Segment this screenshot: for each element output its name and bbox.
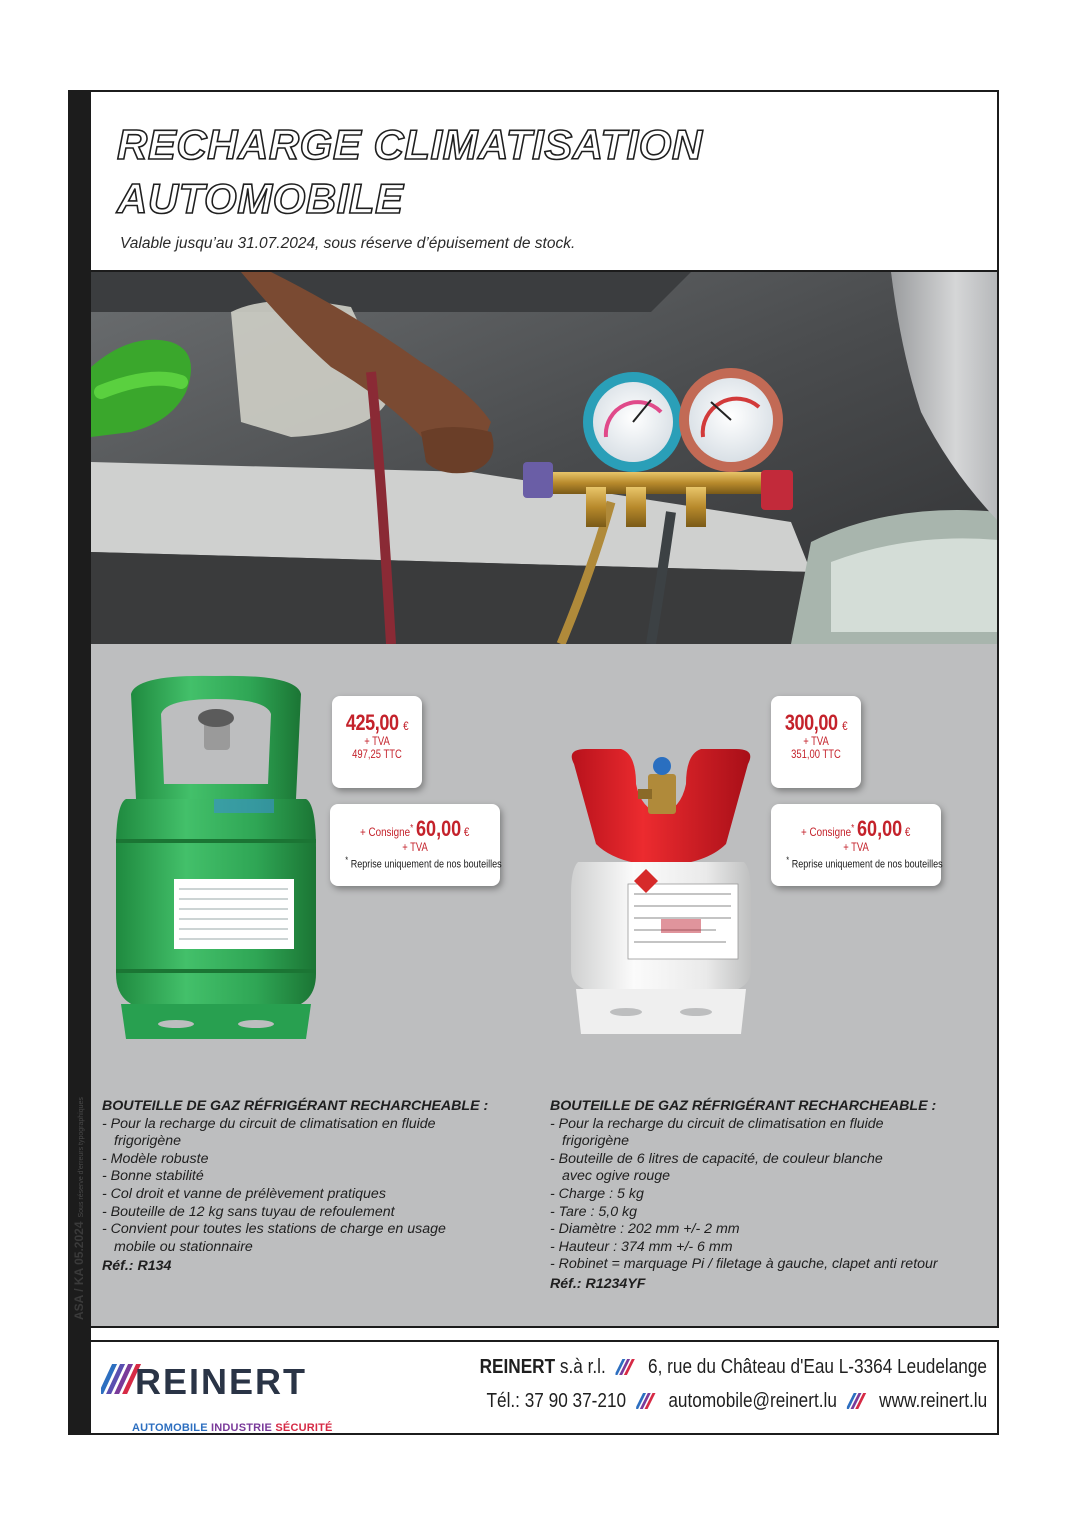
price-r1234yf: 300,00 € <box>784 710 848 735</box>
green-gas-cylinder-image <box>116 674 316 1044</box>
list-item: - Diamètre : 202 mm +/- 2 mm <box>550 1221 740 1238</box>
logo-stripes-icon <box>101 1362 351 1400</box>
company-suffix: s.à r.l. <box>559 1356 606 1378</box>
reinert-logo <box>101 1362 351 1434</box>
list-item: mobile ou stationnaire <box>114 1238 253 1255</box>
list-item: - Tare : 5,0 kg <box>550 1203 638 1220</box>
list-item: - Pour la recharge du circuit de climatisation en fluide <box>102 1115 436 1132</box>
website-link[interactable]: www.reinert.lu <box>878 1390 987 1412</box>
list-item: - Bonne stabilité <box>102 1168 204 1185</box>
consigne-tva: + TVA <box>402 842 428 854</box>
side-disclaimer: Sous réserve d'erreurs typographiques <box>78 1097 85 1218</box>
side-code: ASA / KA 05.2024Sous réserve d'erreurs typographiques <box>72 1097 86 1320</box>
logo-wordmark: REINERT <box>135 1362 308 1400</box>
consigne-tva: + TVA <box>843 842 869 854</box>
list-item: frigorigène <box>562 1133 630 1150</box>
price-ttc: 351,00 TTC <box>791 749 841 761</box>
list-item: avec ogive rouge <box>562 1168 671 1185</box>
price-r134: 425,00 € <box>345 710 409 735</box>
page-title <box>117 118 703 226</box>
price-ttc: 497,25 TTC <box>352 749 402 761</box>
title-line-2: AUTOMOBILE <box>117 175 404 222</box>
consigne-line: + Consigne* 60,00 € <box>801 816 911 841</box>
list-item: - Bouteille de 12 kg sans tuyau de refoulement <box>102 1203 395 1220</box>
product-panel <box>91 644 999 1328</box>
list-item: - Robinet = marquage Pi / filetage à gauche, clapet anti retour <box>550 1256 938 1273</box>
price-plus-tva: + TVA <box>364 736 390 748</box>
email-link[interactable]: automobile@reinert.lu <box>668 1390 837 1412</box>
consigne-note: * Reprise uniquement de nos bouteilles <box>786 855 943 871</box>
phone: Tél.: 37 90 37-210 <box>486 1390 626 1412</box>
feature-list <box>550 1116 995 1274</box>
price-plus-tva: + TVA <box>803 736 829 748</box>
price-box-r134 <box>332 696 422 788</box>
list-item: - Hauteur : 374 mm +/- 6 mm <box>550 1238 733 1255</box>
white-gas-cylinder-image <box>566 744 756 1039</box>
header <box>91 90 999 272</box>
logo-tagline: AUTOMOBILE INDUSTRIE SÉCURITÉ <box>132 1422 333 1434</box>
reference: Réf.: R1234YF <box>550 1275 646 1292</box>
list-item: - Bouteille de 6 litres de capacité, de couleur blanche <box>550 1150 883 1167</box>
title-line-1: RECHARGE CLIMATISATION <box>117 121 703 168</box>
consigne-note: * Reprise uniquement de nos bouteilles <box>345 855 502 871</box>
contact-details-line <box>486 1390 987 1413</box>
contact-address-line <box>480 1356 987 1379</box>
price-box-r1234yf <box>771 696 861 788</box>
consigne-box-r1234yf <box>771 804 941 886</box>
consigne-line: + Consigne* 60,00 € <box>360 816 470 841</box>
description-heading: BOUTEILLE DE GAZ RÉFRIGÉRANT RECHARCHEABLE : <box>102 1098 489 1114</box>
list-item: - Col droit et vanne de prélèvement pratiques <box>102 1185 386 1202</box>
list-item: - Modèle robuste <box>102 1150 209 1167</box>
footer <box>91 1340 999 1435</box>
validity-note: Valable jusqu’au 31.07.2024, sous réserve d’épuisement de stock. <box>120 235 576 252</box>
ac-recharge-photo <box>91 272 999 644</box>
stripes-icon <box>616 1359 638 1375</box>
address: 6, rue du Château d'Eau L-3364 Leudelange <box>648 1356 987 1378</box>
stripes-icon <box>847 1393 869 1409</box>
consigne-box-r134 <box>330 804 500 886</box>
list-item: - Charge : 5 kg <box>550 1185 644 1202</box>
list-item: - Pour la recharge du circuit de climatisation en fluide <box>550 1115 884 1132</box>
description-heading: BOUTEILLE DE GAZ RÉFRIGÉRANT RECHARCHEABLE : <box>550 1098 937 1114</box>
stripes-icon <box>636 1393 658 1409</box>
product-description-r134 <box>102 1098 542 1276</box>
reference: Réf.: R134 <box>102 1258 172 1275</box>
company-name: REINERT <box>479 1356 556 1378</box>
list-item: frigorigène <box>114 1133 182 1150</box>
feature-list <box>102 1116 542 1257</box>
list-item: - Convient pour toutes les stations de charge en usage <box>102 1221 446 1238</box>
product-description-r1234yf <box>550 1098 995 1294</box>
